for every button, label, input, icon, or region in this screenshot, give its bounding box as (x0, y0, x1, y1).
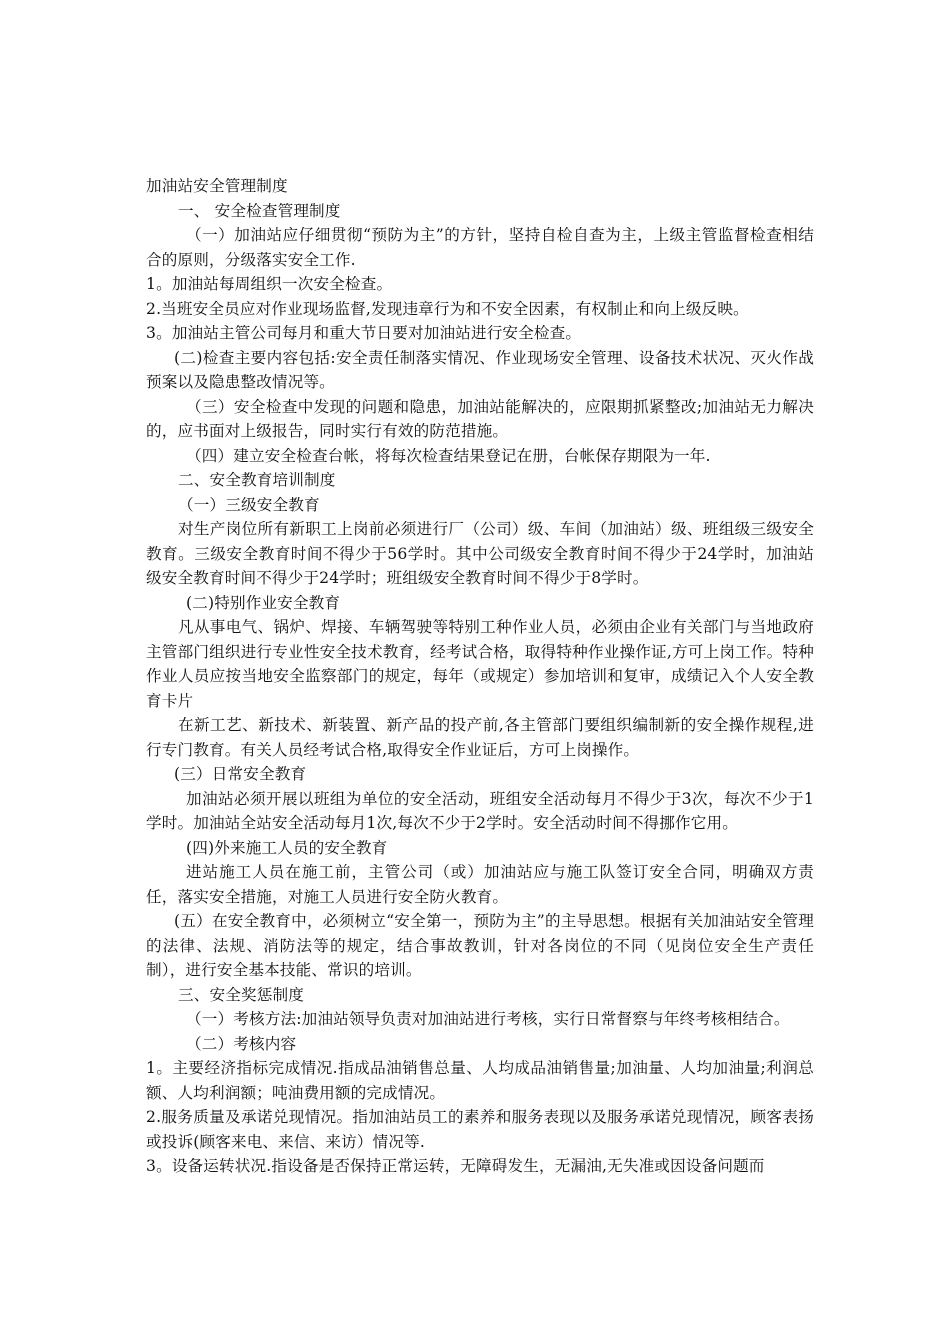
document-paragraph: 3。设备运转状况.指设备是否保持正常运转，无障碍发生，无漏油,无失准或因设备问题而 (146, 1157, 765, 1175)
document-paragraph: 对生产岗位所有新职工上岗前必须进行厂（公司）级、车间（加油站）级、班组级三级安全教育。三级安全教育时间不得少于56学时。其中公司级安全教育时间不得少于24学时，加油站级安全教育时间不得少于24学时；班组级安全教育时间不得少于8学时。 (146, 520, 814, 587)
document-page (146, 174, 814, 1179)
document-paragraph: (二)特别作业安全教育 (186, 593, 341, 612)
document-paragraph: （三）安全检查中发现的问题和隐患，加油站能解决的，应限期抓紧整改;加油站无力解决的，应书面对上级报告，同时实行有效的防范措施。 (146, 397, 814, 440)
document-paragraph: 2.服务质量及承诺兑现情况。指加油站员工的素养和服务表现以及服务承诺兑现情况，顾客表扬或投诉(顾客来电、来信、来访）情况等. (146, 1108, 814, 1151)
document-paragraph: 进站施工人员在施工前，主管公司（或）加油站应与施工队签订安全合同，明确双方责任，落实安全措施，对施工人员进行安全防火教育。 (146, 863, 814, 906)
document-paragraph: (五）在安全教育中，必须树立“安全第一，预防为主”的主导思想。根据有关加油站安全管理的法律、法规、消防法等的规定，结合事故教训，针对各岗位的不同（见岗位安全生产责任制），进行安全基本技能、常识的培训。 (146, 912, 814, 979)
document-paragraph: （一）三级安全教育 (178, 495, 320, 514)
document-paragraph: 加油站必须开展以班组为单位的安全活动，班组安全活动每月不得少于3次，每次不少于1学时。加油站全站安全活动每月1次,每次不少于2学时。安全活动时间不得挪作它用。 (146, 789, 814, 832)
document-paragraph: 在新工艺、新技术、新装置、新产品的投产前,各主管部门要组织编制新的安全操作规程,进行专门教育。有关人员经考试合格,取得安全作业证后，方可上岗操作。 (146, 716, 814, 759)
document-paragraph: 二、安全教育培训制度 (178, 471, 336, 489)
document-paragraph: 三、安全奖惩制度 (178, 985, 304, 1004)
document-paragraph: （一）加油站应仔细贯彻“预防为主”的方针，坚持自检自查为主，上级主管监督检查相结合的原则，分级落实安全工作. (146, 226, 814, 269)
document-paragraph: 1。加油站每周组织一次安全检查。 (146, 275, 393, 293)
document-paragraph: 一、 安全检查管理制度 (178, 201, 341, 220)
document-title: 加油站安全管理制度 (146, 177, 288, 195)
document-paragraph: (三）日常安全教育 (174, 765, 307, 783)
document-paragraph: （一）考核方法:加油站领导负责对加油站进行考核，实行日常督察与年终考核相结合。 (186, 1010, 790, 1028)
document-body (146, 199, 814, 1179)
document-paragraph: （四）建立安全检查台帐，将每次检查结果登记在册，台帐保存期限为一年. (186, 446, 711, 465)
document-paragraph: 2.当班安全员应对作业现场监督,发现违章行为和不安全因素，有权制止和向上级反映。 (146, 299, 749, 318)
document-paragraph: 凡从事电气、锅炉、焊接、车辆驾驶等特别工种作业人员，必须由企业有关部门与当地政府主管部门组织进行专业性安全技术教育，经考试合格，取得特种作业操作证,方可上岗工作。特种作业人员应按当地安全监察部门的规定，每年（或规定）参加培训和复审，成绩记入个人安全教育卡片 (146, 618, 814, 710)
document-paragraph: 3。加油站主管公司每月和重大节日要对加油站进行安全检查。 (146, 324, 582, 342)
document-paragraph: 1。主要经济指标完成情况.指成品油销售总量、人均成品油销售量;加油量、人均加油量;利润总额、人均利润额；吨油费用额的完成情况。 (146, 1059, 814, 1102)
document-paragraph: (四)外来施工人员的安全教育 (186, 838, 388, 857)
document-paragraph: (二)检查主要内容包括:安全责任制落实情况、作业现场安全管理、设备技术状况、灭火作战预案以及隐患整改情况等。 (146, 348, 814, 391)
document-paragraph: （二）考核内容 (186, 1034, 297, 1053)
